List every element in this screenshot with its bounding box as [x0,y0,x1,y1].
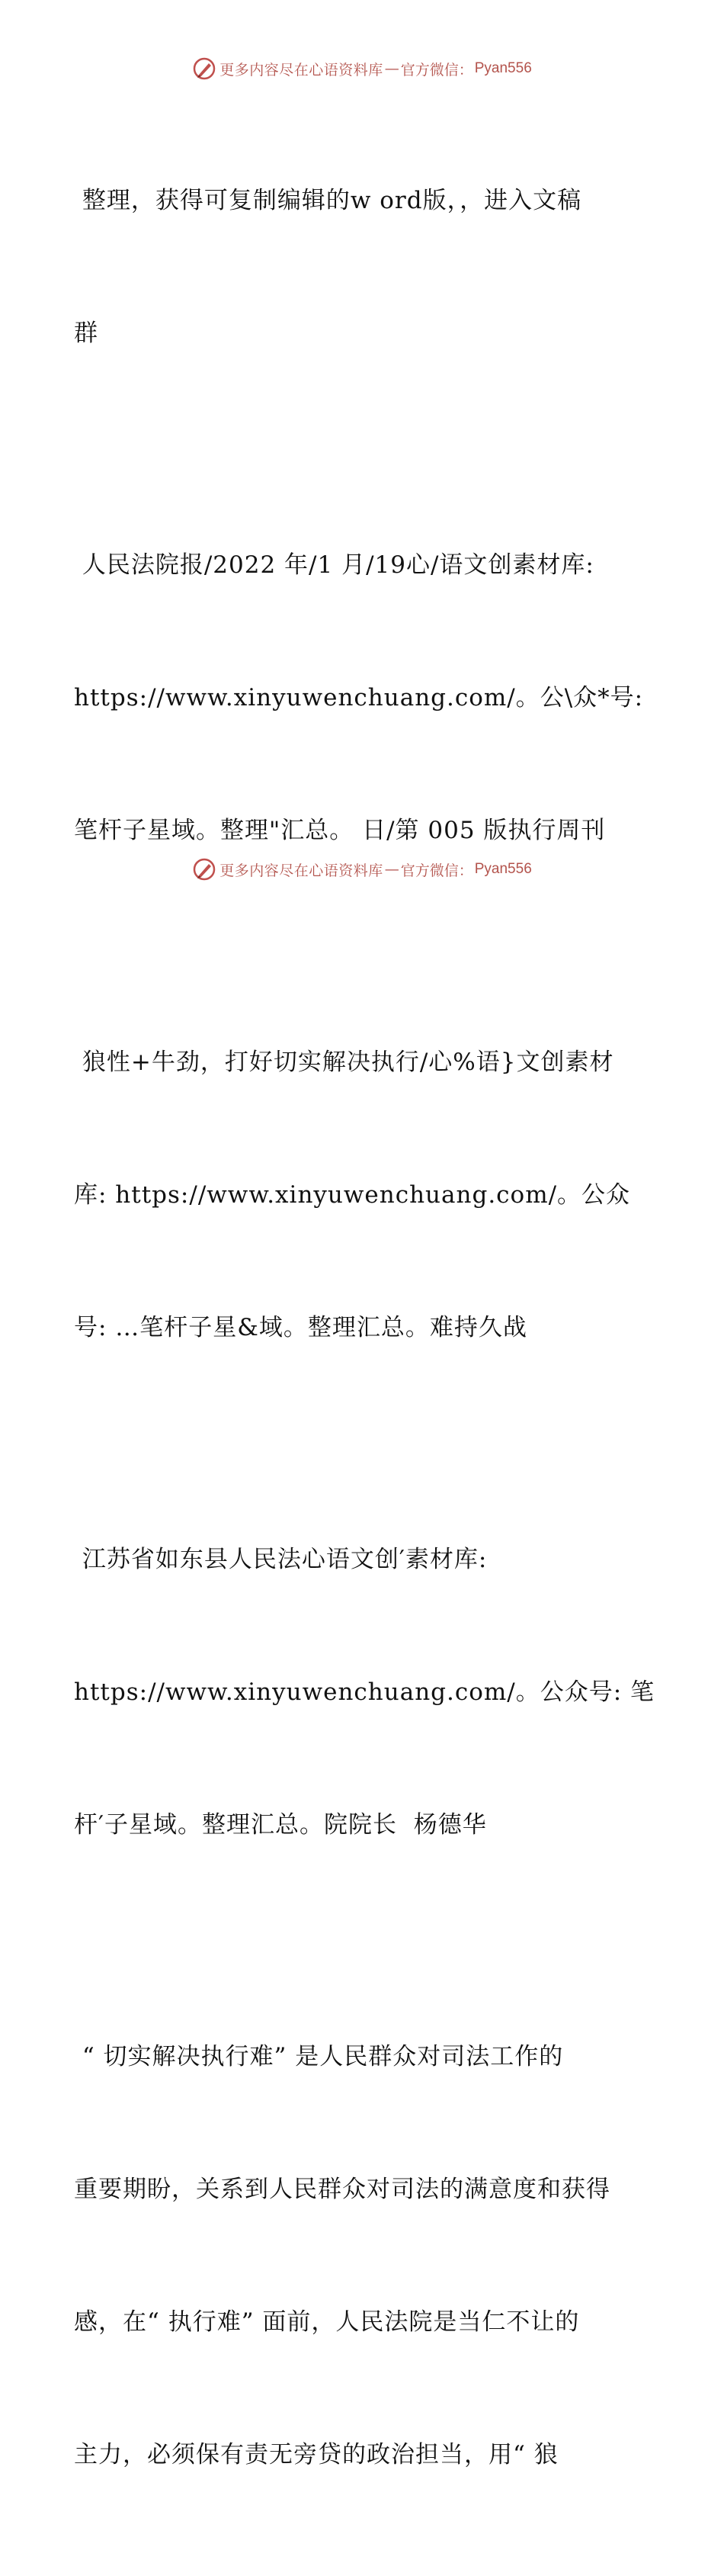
paragraph [74,952,653,1438]
text-line: 感，在“ 执行难” 面前，人民法院是当仁不让的 [74,2308,580,2336]
text-line: 狼性+牛劲，打好切实解决执行/心%语}文创素材 [74,1049,614,1076]
header-banner [0,53,724,84]
text-line: https://www.xinyuwenchuang.com/。公\众*号: [74,684,644,711]
paragraph [74,1946,653,2565]
text-line: “ 切实解决执行难” 是人民群众对司法工作的 [74,2043,564,2070]
banner-wechat-id: Pyan556 [474,861,532,877]
text-line: 主力，必须保有责无旁贷的政治担当，用“ 狼 [74,2441,559,2468]
text-line: 重要期盼，关系到人民群众对司法的满意度和获得 [74,2176,610,2203]
footer-banner [0,854,724,885]
banner-separator: — [384,861,399,878]
text-line: 号: …笔杆子星&域。整理汇总。难持久战 [74,1314,527,1341]
text-line: 人民法院报/2022 年/1 月/19心/语文创素材库: [74,551,594,579]
document-body [74,90,653,2576]
text-line: 江苏省如东县人民法心语文创′素材库: [74,1546,488,1573]
text-line: 杆′子星域。整理汇总。院院长 杨德华 [74,1811,487,1839]
pen-logo-icon [192,56,216,81]
banner-wechat-id: Pyan556 [474,60,532,76]
banner-wechat-label: 官方微信： [400,862,473,879]
text-line: 整理，获得可复制编辑的w ord版，，进入文稿 [74,187,582,214]
banner-slogan: 更多内容尽在心语资料库 [219,61,383,79]
banner-slogan: 更多内容尽在心语资料库 [219,862,383,879]
paragraph [74,90,653,444]
pen-logo-icon [192,857,216,882]
banner-separator: — [384,60,399,77]
text-line: https://www.xinyuwenchuang.com/。公众号: 笔 [74,1678,655,1706]
banner-wechat-label: 官方微信： [400,61,473,79]
paragraph [74,1449,653,1935]
text-line: 库: https://www.xinyuwenchuang.com/。公众 [74,1181,631,1209]
text-line: 笔杆子星域。整理"汇总。 日/第 005 版执行周刊 [74,817,606,844]
text-line: 群 [74,320,98,347]
